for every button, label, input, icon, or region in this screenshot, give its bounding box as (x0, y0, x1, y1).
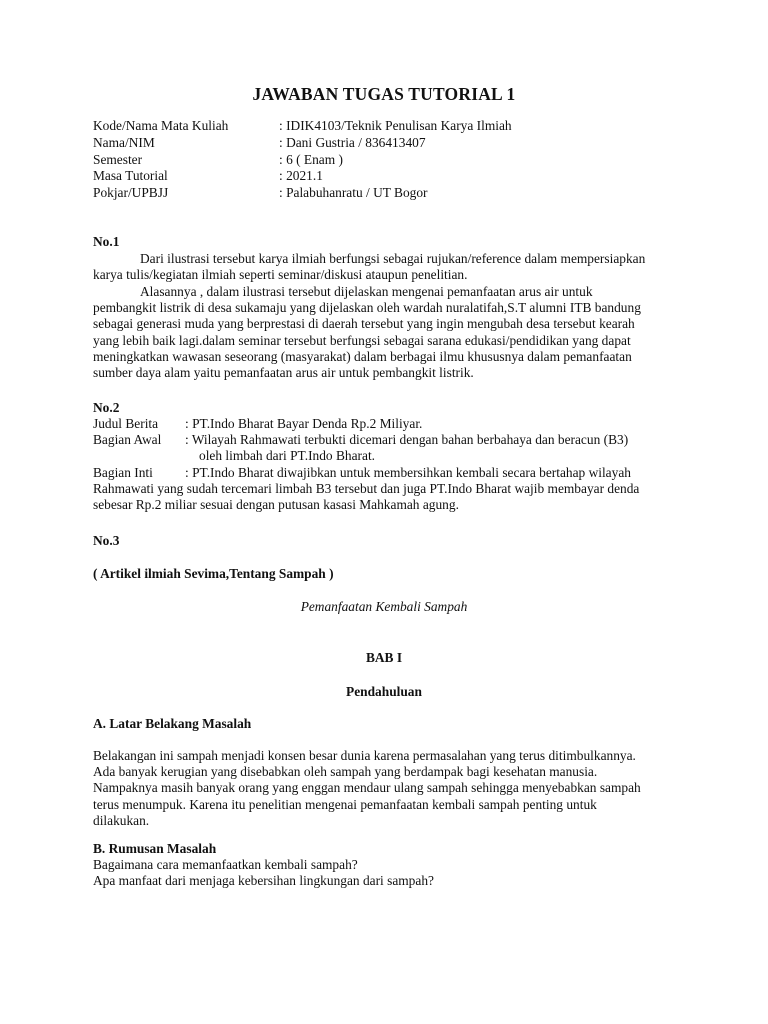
info-label: Pokjar/UPBJJ (93, 185, 169, 201)
info-row (93, 135, 512, 152)
news-field-value: : PT.Indo Bharat Bayar Denda Rp.2 Miliyar. (185, 416, 423, 431)
text-line: : Wilayah Rahmawati terbukti dicemari dengan bahan berbahaya dan beracun (B3) (185, 432, 629, 448)
info-label: Masa Tutorial (93, 168, 168, 184)
no2-heading: No.2 (93, 400, 120, 415)
info-row (93, 168, 512, 185)
text-line: Belakangan ini sampah menjadi konsen besar dunia karena permasalahan yang terus ditimbulkannya. (93, 748, 636, 763)
news-field-label: Bagian Inti (93, 464, 153, 480)
news-field-value (185, 432, 628, 464)
section-a-heading: A. Latar Belakang Masalah (93, 716, 252, 731)
student-info (93, 118, 512, 202)
chapter-label: BAB I (365, 650, 403, 665)
news-field-label: Judul Berita (93, 416, 159, 431)
news-field-label: Bagian Awal (93, 432, 162, 448)
article-source: ( Artikel ilmiah Sevima,Tentang Sampah ) (93, 566, 334, 581)
text-line: Apa manfaat dari menjaga kebersihan lingkungan dari sampah? (93, 873, 434, 889)
text-line: oleh limbah dari PT.Indo Bharat. (199, 448, 376, 464)
chapter-title: Pendahuluan (346, 684, 422, 699)
text-line: Nampaknya masih banyak orang yang enggan mendaur ulang sampah sehingga menyebabkan sampah (93, 780, 641, 796)
news-core-row (93, 465, 683, 481)
text-line: Bagaimana cara memanfaatkan kembali sampah? (93, 857, 358, 872)
info-row (93, 185, 512, 202)
document-title: JAWABAN TUGAS TUTORIAL 1 (252, 84, 516, 104)
text-line: Ada banyak kerugian yang disebabkan oleh sampah yang berdampak bagi kesehatan manusia. (93, 764, 598, 780)
info-label: Nama/NIM (93, 134, 155, 150)
info-value: : Palabuhanratu / UT Bogor (279, 185, 428, 201)
info-row (93, 118, 512, 135)
section-b-heading: B. Rumusan Masalah (93, 841, 217, 856)
info-value: : 2021.1 (279, 168, 323, 184)
text-line: sumber daya alam yaitu pemanfaatan arus air untuk pembangkit listrik. (93, 365, 474, 381)
text-line: Dari ilustrasi tersebut karya ilmiah berfungsi sebagai rujukan/reference dalam mempersiapkan (140, 251, 646, 266)
text-line: terus menumpuk. Karena itu penelitian mengenai pemanfaatan kembali sampah penting untuk (93, 796, 597, 812)
text-line: meningkatkan wawasan seseorang (masyarakat) dalam berbagai ilmu khususnya dalam pemanfaatan (93, 348, 632, 364)
section-b-list (93, 857, 683, 889)
no1-paragraph-1 (93, 251, 683, 283)
info-row (93, 152, 512, 169)
text-line: Rahmawati yang sudah tercemari limbah B3 tersebut dan juga PT.Indo Bharat wajib membayar denda (93, 480, 640, 496)
info-value: : Dani Gustria / 836413407 (279, 134, 426, 150)
text-line: yang lebih baik lagi.dalam seminar tersebut berfungsi sebagai sarana edukasi/pendidikan yang dapat (93, 332, 631, 348)
text-line: Alasannya , dalam ilustrasi tersebut dijelaskan mengenai pemanfaatan arus air untuk (140, 284, 593, 299)
text-line: karya tulis/kegiatan ilmiah seperti seminar/diskusi ataupun penelitian. (93, 267, 468, 283)
article-title: Pemanfaatan Kembali Sampah (300, 599, 468, 614)
text-line: sebagai generasi muda yang berprestasi di daerah tersebut yang ingin mengubah desa tersebut kearah (93, 316, 635, 332)
news-opening-row (93, 432, 683, 464)
info-label: Kode/Nama Mata Kuliah (93, 118, 229, 133)
no1-heading: No.1 (93, 234, 120, 249)
news-field-value: : PT.Indo Bharat diwajibkan untuk membersihkan kembali secara bertahap wilayah (185, 464, 631, 480)
news-title-row (93, 416, 683, 432)
text-line: sebesar Rp.2 miliar sesuai dengan putusan kasasi Mahkamah agung. (93, 497, 459, 513)
text-line: dilakukan. (93, 812, 150, 828)
section-a-paragraph (93, 748, 683, 829)
info-label: Semester (93, 151, 143, 167)
info-value: : IDIK4103/Teknik Penulisan Karya Ilmiah (279, 118, 512, 133)
info-value: : 6 ( Enam ) (279, 151, 343, 167)
no3-heading: No.3 (93, 533, 120, 548)
text-line: pembangkit listrik di desa sukamaju yang dijelaskan oleh wardah nuralatifah,S.T alumni ITB bandung (93, 300, 641, 316)
no1-paragraph-2 (93, 284, 683, 381)
no2-news-summary (93, 416, 683, 513)
